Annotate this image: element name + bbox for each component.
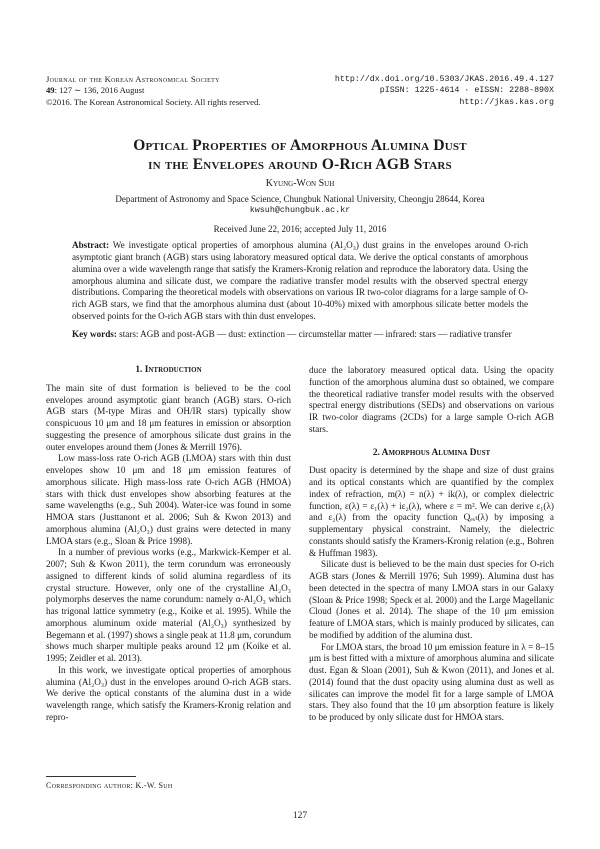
- page-number: 127: [292, 811, 308, 821]
- issn-line: pISSN: 1225-4614 · eISSN: 2288-890X: [379, 86, 554, 96]
- journal-header: [46, 74, 260, 108]
- left-column: [46, 365, 291, 724]
- journal-identifiers: [335, 74, 554, 108]
- abstract-text: We investigate optical properties of amorphous alumina (Al₂O₃) dust grains in the envelopes around O-rich asymptotic giant branch (AGB) stars using laboratory measured optical data. We derive the optical constants of amorphous alumina over a wide wavelength range that satisfy the Kramers-Kronig relation and reproduce the laboratory data. Using the amorphous alumina and silicate dust, we compare the radiative transfer model results with the observed spectral energy distributions. Comparing the theoretical models with observations on various IR two-color diagrams for a large sample of O-rich AGB stars, we find that the amorphous alumina dust (about 10-40%) mixed with amorphous silicate better models the observed points for the O-rich AGB stars with thin dust envelopes.: [72, 240, 529, 322]
- paragraph: Low mass-loss rate O-rich AGB (LMOA) stars with thin dust envelopes show 10 μm and 18 μm emission features of amorphous silicate. High mass-loss rate O-rich AGB (HMOA) stars with thick dust envelopes show absorbing features at the same wavelengths (e.g., Suh 2004). Water-ice was found in some HMOA stars (Justtanont et al. 2006; Suh & Kwon 2013) and amorphous alumina (Al₂O₃) dust grains were detected in many LMOA stars (e.g., Sloan & Price 1998).: [46, 453, 291, 546]
- author-name: Kyung-Won Suh: [265, 178, 335, 189]
- affiliation-block: [0, 194, 600, 216]
- doi-link[interactable]: http://dx.doi.org/10.5303/JKAS.2016.49.4.127: [334, 75, 554, 84]
- section-heading-introduction: 1. Introduction: [135, 365, 202, 375]
- paragraph: In this work, we investigate optical properties of amorphous alumina (Al₂O₃) dust in the envelopes around O-rich AGB stars. We derive the optical constants of the alumina dust in a wide wavelength range, which satisfy the Kramers-Kronig relation and repro-: [46, 664, 291, 722]
- right-column: [309, 365, 554, 724]
- pages-date: : 127 ∼ 136, 2016 August: [54, 85, 145, 96]
- paragraph: For LMOA stars, the broad 10 μm emission feature in λ = 8–15 μm is best fitted with a mixture of amorphous alumina and silicate dust. Egan & Sloan (2001), Suh & Kwon (2011), and Jones et al. (2014) found that the dust opacity using alumina dust as well as silicates can improve the model fit for a large sample of LMOA stars. They also found that the 10 μm absorption feature is likely to be produced by only silicate dust for HMOA stars.: [309, 641, 554, 722]
- keywords: [72, 329, 528, 341]
- keywords-label: Key words:: [72, 329, 117, 339]
- title-line-1: Optical Properties of Amorphous Alumina Dust: [133, 137, 467, 154]
- copyright-line: ©2016. The Korean Astronomical Society. All rights reserved.: [46, 96, 261, 107]
- abstract-label: Abstract:: [72, 240, 109, 250]
- received-dates: Received June 22, 2016; accepted July 11, 2016: [213, 224, 387, 234]
- journal-name: Journal of the Korean Astronomical Society: [46, 74, 220, 84]
- title-line-2: in the Envelopes around O-Rich AGB Stars: [148, 156, 452, 173]
- keywords-text: stars: AGB and post-AGB — dust: extinction — circumstellar matter — infrared: stars — radiative transfer: [119, 329, 512, 339]
- volume-line: [46, 85, 260, 96]
- paragraph: Silicate dust is believed to be the main dust species for O-rich AGB stars (Jones & Merrill 1976; Suh 1999). Alumina dust has been detected in the spectra of many LMOA stars in our Galaxy (Sloan & Price 1998; Speck et al. 2000) and the Large Magellanic Cloud (Jones et al. 2014). The shape of the 10 μm emission feature of LMOA stars, which is mainly produced by silicates, can be modified by addition of the alumina dust.: [309, 559, 554, 640]
- section-heading-amorphous-alumina-dust: 2. Amorphous Alumina Dust: [372, 447, 491, 458]
- affiliation: Department of Astronomy and Space Science, Chungbuk National University, Cheongju 28644, Korea: [115, 194, 485, 204]
- paragraph: In a number of previous works (e.g., Markwick-Kemper et al. 2007; Suh & Kwon 2011), the term corundum was erroneously assigned to different kinds of solid alumina regardless of its crystal structure. However, only one of the crystalline Al₂O₃ polymorphs deserves the name corundum: namely α-Al₂O₃ which has trigonal lattice symmetry (e.g., Koike et al. 1995). While the amorphous aluminum oxide material (Al₂O₃) synthesized by Begemann et al. (1997) shows a single peak at 11.8 μm, corundum shows much sharper multiple peaks around 12 μm (Koike et al. 1995; Zeidler et al. 2013).: [46, 547, 291, 663]
- abstract: [72, 240, 528, 323]
- paragraph: Dust opacity is determined by the shape and size of dust grains and its optical constants which are quantified by the complex index of refraction, m(λ) = n(λ) + ik(λ), or complex dielectric function, ε(λ) = ε₁(λ) + iε₂(λ), where ε = m². We can derive ε₁(λ) and ε₂(λ) from the opacity function Qₑₓₜ(λ) by imposing a supplementary physical constraint. Namely, the dielectric constants should satisfy the Kramers-Kronig relation (e.g., Bohren & Huffman 1983).: [309, 465, 554, 558]
- volume-number: 49: [46, 85, 55, 96]
- footnote-divider: [46, 776, 136, 777]
- paragraph: duce the laboratory measured optical data. Using the opacity function of the amorphous alumina dust so obtained, we compare the theoretical radiative transfer model results with the observed spectral energy distributions (SEDs) and observations on various IR two-color diagrams (2CDs) for a large sample O-rich AGB stars.: [309, 365, 554, 434]
- journal-url[interactable]: http://jkas.kas.org: [459, 97, 554, 107]
- paper-title: [0, 136, 600, 174]
- paragraph: The main site of dust formation is believed to be the cool envelopes around asymptotic giant branch (AGB) stars. O-rich AGB stars (M-type Miras and OH/IR stars) typically show conspicuous 10 μm and 18 μm features in emission or absorption suggesting the presence of amorphous silicate dust grains in the outer envelopes around them (Jones & Merrill 1976).: [46, 382, 291, 452]
- author-email[interactable]: kwsuh@chungbuk.ac.kr: [249, 205, 351, 215]
- corresponding-author-note: Corresponding author: K.-W. Suh: [46, 781, 173, 790]
